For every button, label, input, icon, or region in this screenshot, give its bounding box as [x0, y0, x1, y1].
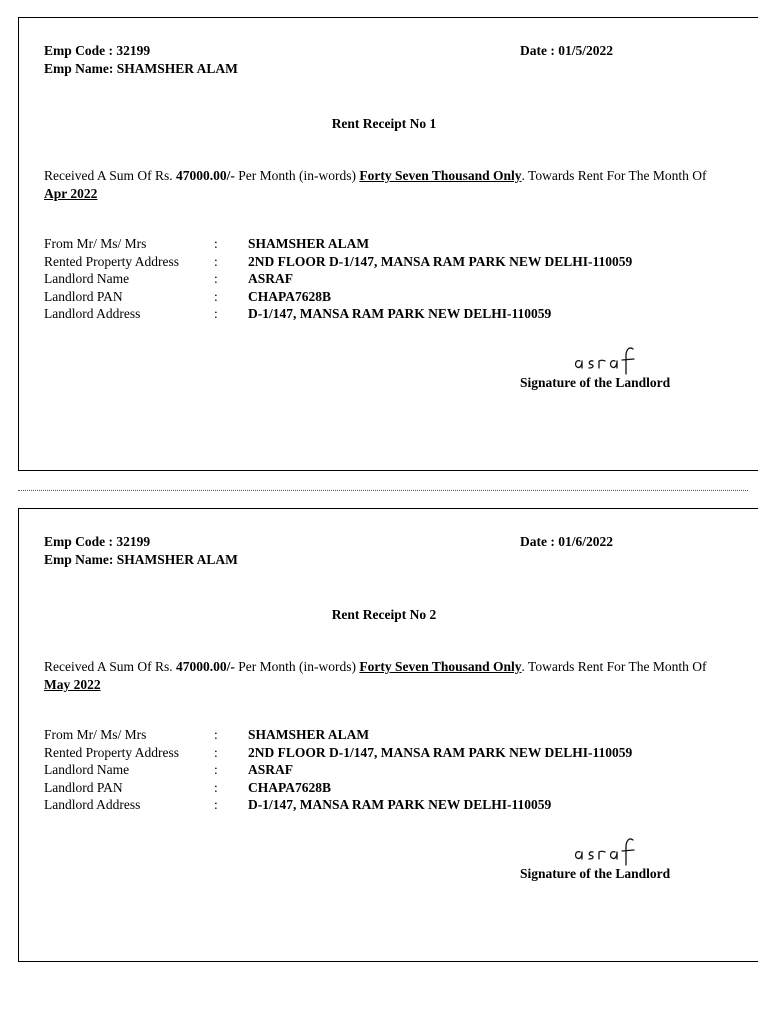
date-line — [520, 533, 613, 550]
emp-name-label: Emp Name: — [44, 61, 114, 76]
detail-value: SHAMSHER ALAM — [248, 236, 370, 251]
detail-colon: : — [214, 762, 218, 778]
detail-colon: : — [214, 306, 218, 322]
detail-label: Landlord PAN — [44, 288, 123, 304]
date-value: 01/5/2022 — [558, 43, 613, 58]
emp-code-value: 32199 — [116, 534, 151, 549]
date-value: 01/6/2022 — [558, 534, 613, 549]
emp-code-line — [44, 533, 150, 550]
receipt-statement — [44, 167, 709, 203]
statement-mid: Per Month (in-words) — [238, 168, 356, 183]
detail-value: CHAPA7628B — [248, 779, 331, 795]
detail-value: ASRAF — [248, 762, 294, 778]
signature-label: Signature of the Landlord — [520, 866, 671, 881]
detail-label: Rented Property Address — [44, 253, 179, 269]
emp-code-label: Emp Code : — [44, 43, 114, 58]
cut-line-divider — [18, 490, 748, 491]
detail-colon: : — [214, 779, 218, 795]
rent-month: Apr 2022 — [44, 186, 98, 201]
detail-value: 2ND FLOOR D-1/147, MANSA RAM PARK NEW DELHI-110059 — [248, 253, 633, 269]
landlord-signature — [571, 341, 651, 375]
amount-in-words: Forty Seven Thousand Only — [359, 168, 522, 183]
detail-value: ASRAF — [248, 271, 294, 287]
statement-prefix: Received A Sum Of Rs. — [44, 659, 173, 674]
amount-value: 47000.00/- — [176, 168, 235, 183]
landlord-signature — [571, 832, 651, 866]
detail-colon: : — [214, 727, 218, 742]
statement-suffix: . Towards Rent For The Month Of — [521, 168, 707, 183]
date-label: Date : — [520, 43, 555, 58]
detail-value: D-1/147, MANSA RAM PARK NEW DELHI-110059 — [248, 306, 552, 322]
date-label: Date : — [520, 534, 555, 549]
receipt-statement — [44, 658, 709, 694]
detail-colon: : — [214, 288, 218, 304]
signature-label: Signature of the Landlord — [520, 375, 671, 390]
emp-name-line — [44, 60, 238, 77]
statement-mid: Per Month (in-words) — [238, 659, 356, 674]
receipt-title: Rent Receipt No 2 — [331, 607, 437, 622]
detail-colon: : — [214, 236, 218, 251]
emp-code-label: Emp Code : — [44, 534, 114, 549]
amount-in-words: Forty Seven Thousand Only — [359, 659, 522, 674]
receipt-title: Rent Receipt No 1 — [331, 116, 437, 131]
detail-colon: : — [214, 253, 218, 269]
rent-receipt-1 — [18, 17, 758, 471]
emp-code-value: 32199 — [116, 43, 151, 58]
statement-prefix: Received A Sum Of Rs. — [44, 168, 173, 183]
detail-label: Rented Property Address — [44, 744, 179, 760]
detail-label: Landlord Address — [44, 797, 141, 813]
date-line — [520, 42, 613, 59]
emp-name-value: SHAMSHER ALAM — [116, 61, 238, 76]
emp-code-line — [44, 42, 150, 59]
detail-colon: : — [214, 271, 218, 287]
emp-name-value: SHAMSHER ALAM — [116, 552, 238, 567]
detail-label: From Mr/ Ms/ Mrs — [44, 236, 147, 251]
statement-suffix: . Towards Rent For The Month Of — [521, 659, 707, 674]
emp-name-label: Emp Name: — [44, 552, 114, 567]
detail-value: SHAMSHER ALAM — [248, 727, 370, 742]
detail-label: Landlord Address — [44, 306, 141, 322]
detail-value: CHAPA7628B — [248, 288, 331, 304]
detail-value: 2ND FLOOR D-1/147, MANSA RAM PARK NEW DELHI-110059 — [248, 744, 633, 760]
detail-colon: : — [214, 797, 218, 813]
detail-label: Landlord Name — [44, 762, 130, 778]
rent-receipt-2 — [18, 508, 758, 962]
detail-label: Landlord PAN — [44, 779, 123, 795]
rent-month: May 2022 — [44, 677, 101, 692]
amount-value: 47000.00/- — [176, 659, 235, 674]
detail-label: From Mr/ Ms/ Mrs — [44, 727, 147, 742]
detail-colon: : — [214, 744, 218, 760]
emp-name-line — [44, 551, 238, 568]
detail-value: D-1/147, MANSA RAM PARK NEW DELHI-110059 — [248, 797, 552, 813]
detail-label: Landlord Name — [44, 271, 130, 287]
